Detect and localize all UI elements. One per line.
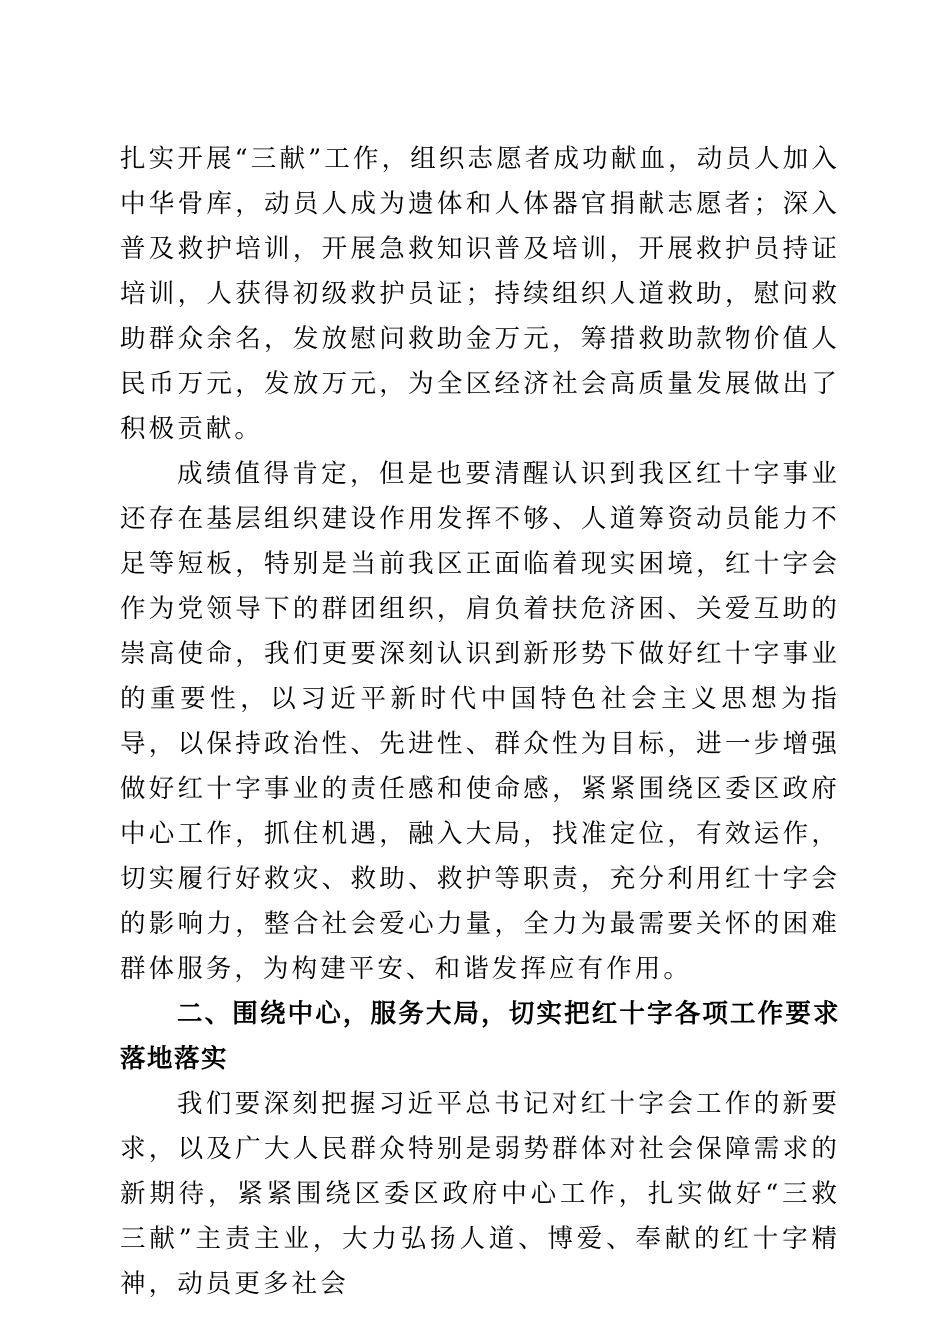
- paragraph-requirements: 我们要深刻把握习近平总书记对红十字会工作的新要求，以及广大人民群众特别是弱势群体对社会保障需求的新期待，紧紧围绕区委区政府中心工作，扎实做好“三救三献”主责主业，大力弘扬人道、博爱、奉献的红十字精神，动员更多社会: [120, 1089, 840, 1299]
- document-body: [120, 137, 840, 1307]
- paragraph-assessment: 成绩值得肯定，但是也要清醒认识到我区红十字事业还存在基层组织建设作用发挥不够、人道筹资动员能力不足等短板，特别是当前我区正面临着现实困境，红十字会作为党领导下的群团组织，肩负着扶危济困、关爱互助的崇高使命，我们更要深刻认识到新形势下做好红十字事业的重要性，以习近平新时代中国特色社会主义思想为指导，以保持政治性、先进性、群众性为目标，进一步增强做好红十字事业的责任感和使命感，紧紧围绕区委区政府中心工作，抓住机遇，融入大局，找准定位，有效运作，切实履行好救灾、救助、救护等职责，充分利用红十字会的影响力，整合社会爱心力量，全力为最需要关怀的困难群体服务，为构建平安、和谐发挥应有作用。: [120, 459, 840, 984]
- section-heading: 二、围绕中心，服务大局，切实把红十字各项工作要求落地落实: [120, 999, 840, 1074]
- paragraph-continuation: 扎实开展“三献”工作，组织志愿者成功献血，动员人加入中华骨库，动员人成为遗体和人体器官捐献志愿者；深入普及救护培训，开展急救知识普及培训，开展救护员持证培训，人获得初级救护员证；持续组织人道救助，慰问救助群众余名，发放慰问救助金万元，筹措救助款物价值人民币万元，发放万元，为全区经济社会高质量发展做出了积极贡献。: [120, 144, 840, 444]
